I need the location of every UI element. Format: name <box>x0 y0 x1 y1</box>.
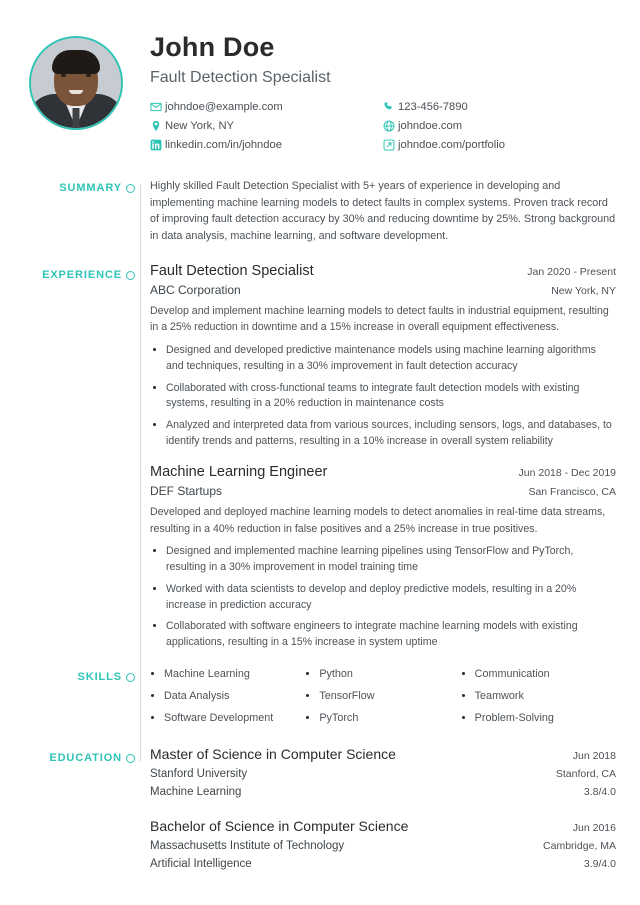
contact-email[interactable] <box>150 101 383 113</box>
job-bullet: • Collaborated with software engineers to integrate machine learning models with existing applications, resulting in a 15% increase in system uptime <box>166 619 616 651</box>
skill-item: • PyTorch <box>319 711 460 726</box>
contact-phone-text: 123-456-7890 <box>398 101 468 113</box>
timeline-dot-icon <box>126 673 135 682</box>
timeline-dot-icon <box>126 271 135 280</box>
contact-location-text: New York, NY <box>165 120 235 132</box>
job-date: Jan 2020 - Present <box>527 265 616 278</box>
contact-portfolio-text: johndoe.com/portfolio <box>398 139 505 151</box>
email-icon <box>150 101 165 113</box>
header-main <box>128 24 616 158</box>
education-date: Jun 2016 <box>572 821 616 834</box>
section-content-education <box>140 746 640 870</box>
education-location: Cambridge, MA <box>543 839 616 852</box>
section-label-education: EDUCATION <box>49 751 122 764</box>
job-organization: ABC Corporation <box>150 282 241 297</box>
job-description: Develop and implement machine learning models to detect faults in industrial equipment, resulting in a 25% reduction in downtime and a 15% increase in overall equipment effectiveness. <box>150 304 609 334</box>
job-bullet: • Analyzed and interpreted data from various sources, including sensors, logs, and databases, to identify trends and patterns, resulting in a 10% increase in overall system reliability <box>166 418 616 450</box>
job-date: Jun 2018 - Dec 2019 <box>518 467 616 480</box>
contact-linkedin-text: linkedin.com/in/johndoe <box>165 139 282 151</box>
skills-column <box>150 667 305 733</box>
education-date: Jun 2018 <box>572 749 616 762</box>
timeline-dot-col <box>122 263 140 657</box>
education-degree: Master of Science in Computer Science <box>150 745 396 762</box>
job-location: New York, NY <box>551 284 616 297</box>
education-field: Machine Learning <box>150 785 242 798</box>
resume-body <box>0 176 640 870</box>
timeline-dot-icon <box>126 184 135 193</box>
skill-item: • Machine Learning <box>164 667 305 682</box>
timeline-dot-icon <box>126 754 135 763</box>
timeline-dot-col <box>122 665 140 733</box>
education-gpa: 3.8/4.0 <box>583 785 616 798</box>
avatar <box>29 36 123 130</box>
phone-icon <box>383 101 398 113</box>
education-degree: Bachelor of Science in Computer Science <box>150 817 409 834</box>
summary-text: Highly skilled Fault Detection Specialist with 5+ years of experience in developing and implementing machine learning models to detect faults in complex systems. Proven track record of improving fault detection accuracy by 30% and reducing downtime by 25%. Strong background in data analysis, machine learning, and software development. <box>150 180 616 243</box>
job-title: Fault Detection Specialist <box>150 262 314 279</box>
avatar-wrap <box>24 24 128 130</box>
skill-item: • Problem-Solving <box>475 711 616 726</box>
education-school: Stanford University <box>150 767 248 780</box>
job-bullet-list <box>150 343 616 450</box>
education-gpa: 3.9/4.0 <box>583 857 616 870</box>
resume-header <box>0 0 640 158</box>
experience-item <box>150 464 616 651</box>
timeline-dot-col <box>122 176 140 245</box>
job-bullet: • Designed and developed predictive maintenance models using machine learning algorithms and techniques, resulting in a 30% improvement in fault detection accuracy <box>166 343 616 375</box>
timeline-dot-col <box>122 746 140 870</box>
job-description: Developed and deployed machine learning models to detect anomalies in real-time data streams, resulting in a 40% reduction in false positives and a 25% increase in true positives. <box>150 506 606 535</box>
skills-column <box>305 667 460 733</box>
education-school: Massachusetts Institute of Technology <box>150 839 345 852</box>
candidate-name: John Doe <box>150 32 275 62</box>
contact-column-left <box>150 101 383 158</box>
contact-website[interactable] <box>383 120 616 132</box>
linkedin-icon <box>150 139 165 151</box>
skill-item: • Software Development <box>164 711 305 726</box>
job-bullet-list <box>150 544 616 651</box>
education-item <box>150 746 616 798</box>
education-item <box>150 818 616 870</box>
education-field: Artificial Intelligence <box>150 857 252 870</box>
section-summary <box>0 176 640 245</box>
section-skills <box>0 665 640 733</box>
skills-column <box>461 667 616 733</box>
contact-location <box>150 120 383 132</box>
education-location: Stanford, CA <box>555 767 616 780</box>
skill-item: • Python <box>319 667 460 682</box>
contact-phone[interactable] <box>383 101 616 113</box>
contact-website-text: johndoe.com <box>398 120 463 132</box>
skill-item: • Data Analysis <box>164 689 305 704</box>
skill-item: • Communication <box>475 667 616 682</box>
contact-column-right <box>383 101 616 158</box>
skill-item: • Teamwork <box>475 689 616 704</box>
section-education <box>0 746 640 870</box>
job-bullet: • Designed and implemented machine learning pipelines using TensorFlow and PyTorch, resulting in a 30% improvement in model training time <box>166 544 616 576</box>
portfolio-icon <box>383 139 398 151</box>
job-location: San Francisco, CA <box>528 486 616 499</box>
section-experience <box>0 263 640 657</box>
contact-linkedin[interactable] <box>150 139 383 151</box>
job-bullet: • Collaborated with cross-functional teams to integrate fault detection models with existing systems, resulting in a 20% reduction in maintenance costs <box>166 381 616 413</box>
section-content-experience <box>140 263 640 657</box>
contact-portfolio[interactable] <box>383 139 616 151</box>
contact-email-text: johndoe@example.com <box>165 101 283 113</box>
section-label-experience: EXPERIENCE <box>42 268 122 281</box>
globe-icon <box>383 120 398 132</box>
section-label-skills: SKILLS <box>77 671 122 684</box>
contact-block <box>150 101 616 158</box>
section-content-skills <box>140 665 640 733</box>
experience-item <box>150 263 616 450</box>
location-pin-icon <box>150 120 165 132</box>
section-label-summary: SUMMARY <box>59 182 122 194</box>
job-title: Machine Learning Engineer <box>150 464 328 481</box>
job-organization: DEF Startups <box>150 484 223 499</box>
skill-item: • TensorFlow <box>319 689 460 704</box>
job-bullet: • Worked with data scientists to develop and deploy predictive models, resulting in a 20% increase in prediction accuracy <box>166 582 616 614</box>
section-content-summary <box>140 176 640 245</box>
candidate-title: Fault Detection Specialist <box>150 69 331 86</box>
